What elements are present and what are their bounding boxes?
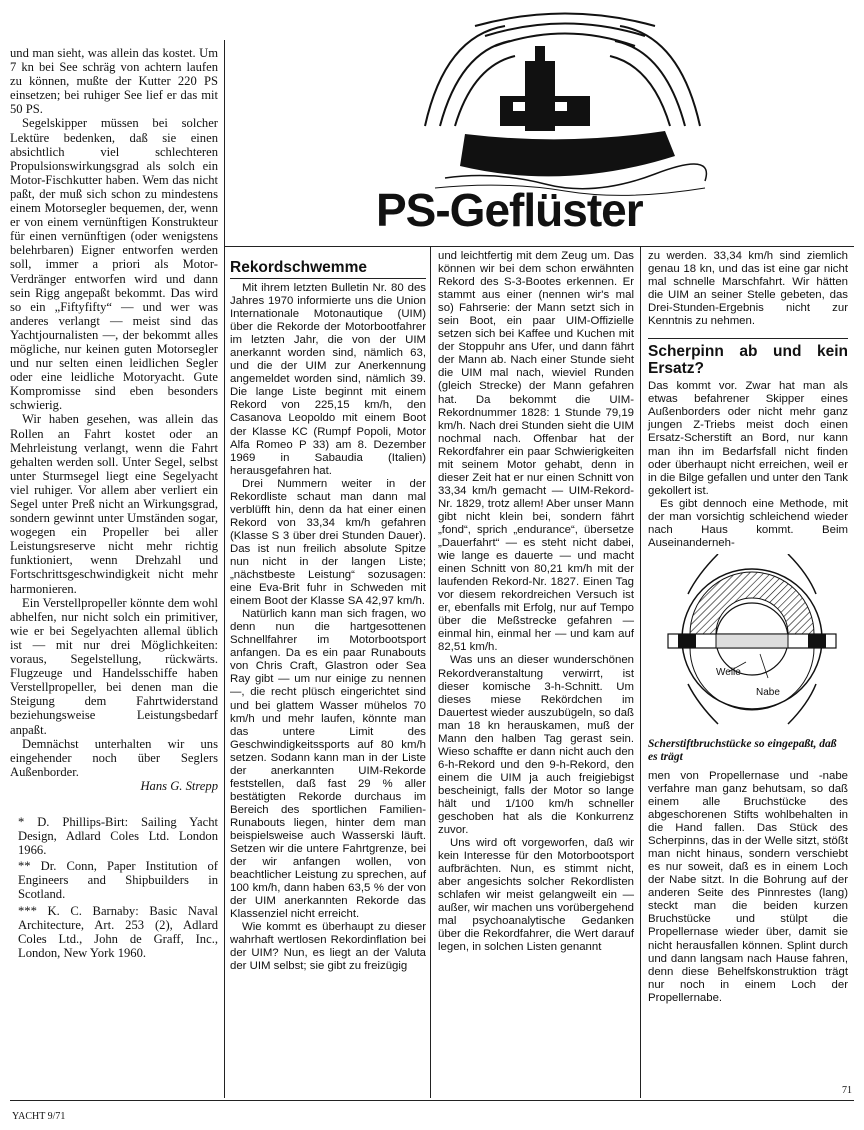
article-paragraph: und leichtfertig mit dem Zeug um. Das können wir bei dem schon erwähnten Rekord des S-3-Bootes erkennen. Er stammt aus einer (nennen wir's mal so) Fahrserie: der Mann setzt sich in sein Boot, ein paar UIM-Offizielle setzen sich bei Kaffee und Kuchen mit der Stoppuhr ans Ufer, und dann fährt der Mann ab. Nach einer Stunde sieht die UIM mal nach, wieviel Runden (gleich Strecke) der Mann gefahren hat. Da bekommt die UIM-Rekordnummer 1828: 1 Stunde 79,19 km/h. Nach drei Stunden sieht die UIM nochmal nach. Offenbar hat der Rekordfahrer ein paar Schwierigkeiten mit seinem Motor gehabt, denn in dieser Zeit hat er nur einen Schnitt von 33,34 km/h gemacht — UIM-Rekord-Nr. 1829, trotz allem! Aber unser Mann gibt nicht klein bei, sondern fährt „fond“, sprich „endurance“, übersetze „Dauerfahrt“ — es steht nicht dabei, wie lange es dauerte — und macht einen Schnitt von 80,21 km/h mit der laufenden Rekord-Nr. 1827. Einen Tag vor diesem rekordreichen Versuch ist er, ebenfalls mit Erfolg, nur auf Tempo über die Meßstrecke gefahren — einmal hin, einmal her — und kam auf 82,51 km/h. [438,250,634,654]
column-rule [640,246,641,1098]
article-paragraph: Uns wird oft vorgeworfen, daß wir kein Interesse für den Motorbootsport aufbrächten. Nun, es stimmt nicht, aber angesichts solcher Rekordlisten schlafen wir meist gelangweilt ein — außer, wir machen uns vorübergehend mal psychoanalytische Gedanken über die Rekordfahrer, die Wert darauf legen, in solchen Listen genannt [438,837,634,954]
section-heading: Rekordschwemme [230,259,426,279]
author-signature: Hans G. Strepp [140,778,218,793]
diagram-label-nabe: Nabe [756,686,780,698]
column-rule [430,246,431,1098]
article-title: PS-Geflüster [376,184,643,236]
left-paragraph: Demnächst unterhalten wir uns eingehender noch über Seglers Außenborder. [10,736,218,779]
rekordschwemme-column [230,259,426,973]
diagram-label-welle: Welle [716,666,741,678]
header-illustration [405,6,720,196]
footnote: *** K. C. Barnaby: Basic Naval Architecture, Art. 253 (2), Adlard Coles Ltd., John de Graff, Inc., London, New York 1960. [18,903,218,960]
left-paragraph: Segelskipper müssen bei solcher Lektüre bedenken, daß sie einen absichtlich viel schlechteren Propulsionswirkungsgrad als solch ein Motor-Fischkutter haben. Wem das nicht paßt, der muß sich schon zu mindestens einem Motorsegler bequemen, der, wenn er von einem vernünftigen Konstrukteur für einen vernünftigen (oder wenigstens belehrbaren) Eigner entworfen werden soll, immer a priori als Motor-Verdränger entworfen wird und dann sein Rigg angepaßt bekommt. Das wird so ein „Fiftyfifty“ — und wer was anderes verlangt — meist sind das Yachtjournalisten —, der bekommt alles mögliche, nur keinen guten Motorsegler und nur selten einen leidlichen Segler oder eine leidliche Motoryacht. Gute Kompromisse sind eben besonders schwierig. [10,116,218,413]
article-paragraph: Natürlich kann man sich fragen, wo denn nun die hartgesottenen Schnellfahrer im Motorbootsport anfangen. Da es ein paar Runabouts von Chris Craft, Glastron oder Sea Ray gibt — um nur einige zu nennen —, die recht plüsch eingerichtet sind und bei glattem Wasser mühelos 70 km/h und mehr laufen, könnte man das untere Limit des Geschwindigkeitssports auf 80 km/h setzen. Sodann kann man in der Liste der anerkannten UIM-Rekorde feststellen, daß fast 29 % aller bestätigten Rekorde durchaus im Bereich des sportlichen Familien-Runabouts liegen, hinter dem man beispielsweise auch Wasserski läuft. Setzen wir die untere Fahrtgrenze, bei der wir anfangen wollen, von beachtlicher Leistung zu sprechen, auf 100 km/h, dann haben 63,5 % der von der UIM anerkannten Rekorde das Klassenziel nicht erreicht. [230,608,426,921]
left-paragraph: Ein Verstellpropeller könnte dem wohl abhelfen, nur nicht solch ein primitiver, wie er bei Segelyachten allemal üblich ist — mit nur drei Möglichkeiten: voraus, Segelstellung, rückwärts. Flugzeuge und Handelsschiffe haben Verstellpropeller, bei denen man die Steigung dem Fahrtwiderstand beziehungsweise Leistungsbedarf anpaßt. [10,595,218,737]
footer-rule [10,1100,854,1101]
left-paragraph: Wir haben gesehen, was allein das Rollen an Fahrt kostet oder an Mehrleistung verlangt, wenn die Fahrt gehalten werden soll. Unter Segel, selbst unter Sturmsegel liegt eine Segelyacht viel ruhiger. Vor allem aber verliert ein Segel unter Preß nicht an Wirkungsgrad, sondern gewinnt unter Umständen sogar, wogegen ein Propeller bei aller Leistungsreserve nicht mehr richtig funktioniert, wenn Drehzahl und Fortschrittsgeschwindigkeit nicht mehr harmonieren. [10,412,218,596]
footnote: * D. Phillips-Birt: Sailing Yacht Design, Adlard Coles Ltd. London 1966. [18,814,218,858]
diagram-caption: Scherstiftbruchstücke so eingepaßt, daß es trägt [648,737,837,763]
article-paragraph: Drei Nummern weiter in der Rekordliste schaut man dann mal verblüfft hin, denn da hat einer einen Rekord von 33,34 km/h gefahren (Klasse S 3 über drei Stunden Dauer). Das ist nun freilich absolute Spitze nun nicht in der langen Liste; „nächstbeste Leistung“ sozusagen: eine Eva-Brit fuhr in Schweden mit einem Boot der Klasse SA 42,97 km/h. [230,477,426,608]
footnotes [10,815,218,960]
column-rule [224,40,225,1098]
footer-issue: YACHT 9/71 [12,1111,66,1122]
footnote: ** Dr. Conn, Paper Institution of Engineers and Shipbuilders in Scotland. [18,859,218,902]
article-paragraph: Wie kommt es überhaupt zu dieser wahrhaft wertlosen Rekordinflation bei der UIM? Nun, es liegt an der Valuta der UIM selbst; sie gibt zu freizügig [230,921,426,973]
shear-pin-diagram [648,554,848,734]
page-number: 71 [842,1085,852,1096]
article-paragraph: Es gibt dennoch eine Methode, mit der man vorsichtig schleichend wieder nach Haus kommt. Beim Auseinanderneh- [648,497,848,549]
article-paragraph: zu werden. 33,34 km/h sind ziemlich genau 18 kn, und das ist eine gar nicht mal schnelle Marschfahrt. Wir hätten die UIM an seiner Stelle gebeten, das Drei-Stunden-Ergebnis nicht zur Kenntnis zu nehmen. [648,250,848,328]
left-paragraph: und man sieht, was allein das kostet. Um 7 kn bei See schräg von achtern laufen zu können, mußte der Kutter 220 PS einsetzen; bei ruhiger See lief er das mit 50 PS. [10,46,218,117]
rekordschwemme-continued [438,250,634,955]
scherpinn-column [648,250,848,1005]
left-column [10,46,218,962]
article-paragraph: Was uns an dieser wunderschönen Rekordveranstaltung verwirrt, ist dieser komische 3-h-Schnitt. Um dieses miese Rekördchen im Dauertest wieder auszubügeln, so daß man 18 kn herauskamen, muß der Mann den halben Tag gerast sein. Wieso schaffte er dann nicht auch den 6-h-Rekord und den 9-h-Rekord, den einem die UIM ja auch freigiebigst bescheinigt, falls der Motor so lange hält und 1/100 km/h schneller geschoben hat als die Konkurrenz zuvor. [438,654,634,837]
article-paragraph: Mit ihrem letzten Bulletin Nr. 80 des Jahres 1970 informierte uns die Union Internationale Motonautique (UIM) über die Rekorde der Motorbootfahrer im letzten Jahr, die von der UIM anerkannt worden sind, nämlich 63, und die der UIM zur Anerkennung angemeldet worden sind, nämlich 39. Die lange Liste beginnt mit einem Rekord von 225,15 km/h, den Casanova Leopoldo mit einem Boot der Klasse KC (Rumpf Popoli, Motor Alfa Romeo P 33) am 8. Dezember 1969 in Sabaudia (Italien) herausgefahren hat. [230,282,426,477]
section-heading: Scherpinn ab und kein Ersatz? [648,343,848,378]
article-paragraph: Das kommt vor. Zwar hat man als etwas befahrener Skipper eines Außenborders oder nicht mehr ganz jungen Z-Triebs meist doch einen Ersatz-Scherstift an Bord, nur kann man ihn im Bedarfsfall nicht finden oder überhaupt nicht erreichen, weil er in die Bilge gefallen und unter den Tank gekollert ist. [648,380,848,497]
article-paragraph: men von Propellernase und -nabe verfahre man ganz behutsam, so daß einem alle Bruchstücke des abgeschorenen Stifts wohlbehalten in die Hand fallen. Das Stück des Scherpinns, das in der Welle sitzt, stößt man nicht hinaus, sondern verschiebt es nur soweit, daß es in einem Loch der Nabe sitzt. In die Bohrung auf der anderen Seite des Pinnrestes (lang) steckt man die beiden kurzen Bruchstücke und stülpt die Propellernase wieder über, damit sie nicht herausfallen können. Splint durch und dann langsam nach Hause fahren, denn diese Behelfskonstruktion trägt nur noch in einem Loch der Propellernabe. [648,769,848,1004]
section-rule [224,246,854,247]
